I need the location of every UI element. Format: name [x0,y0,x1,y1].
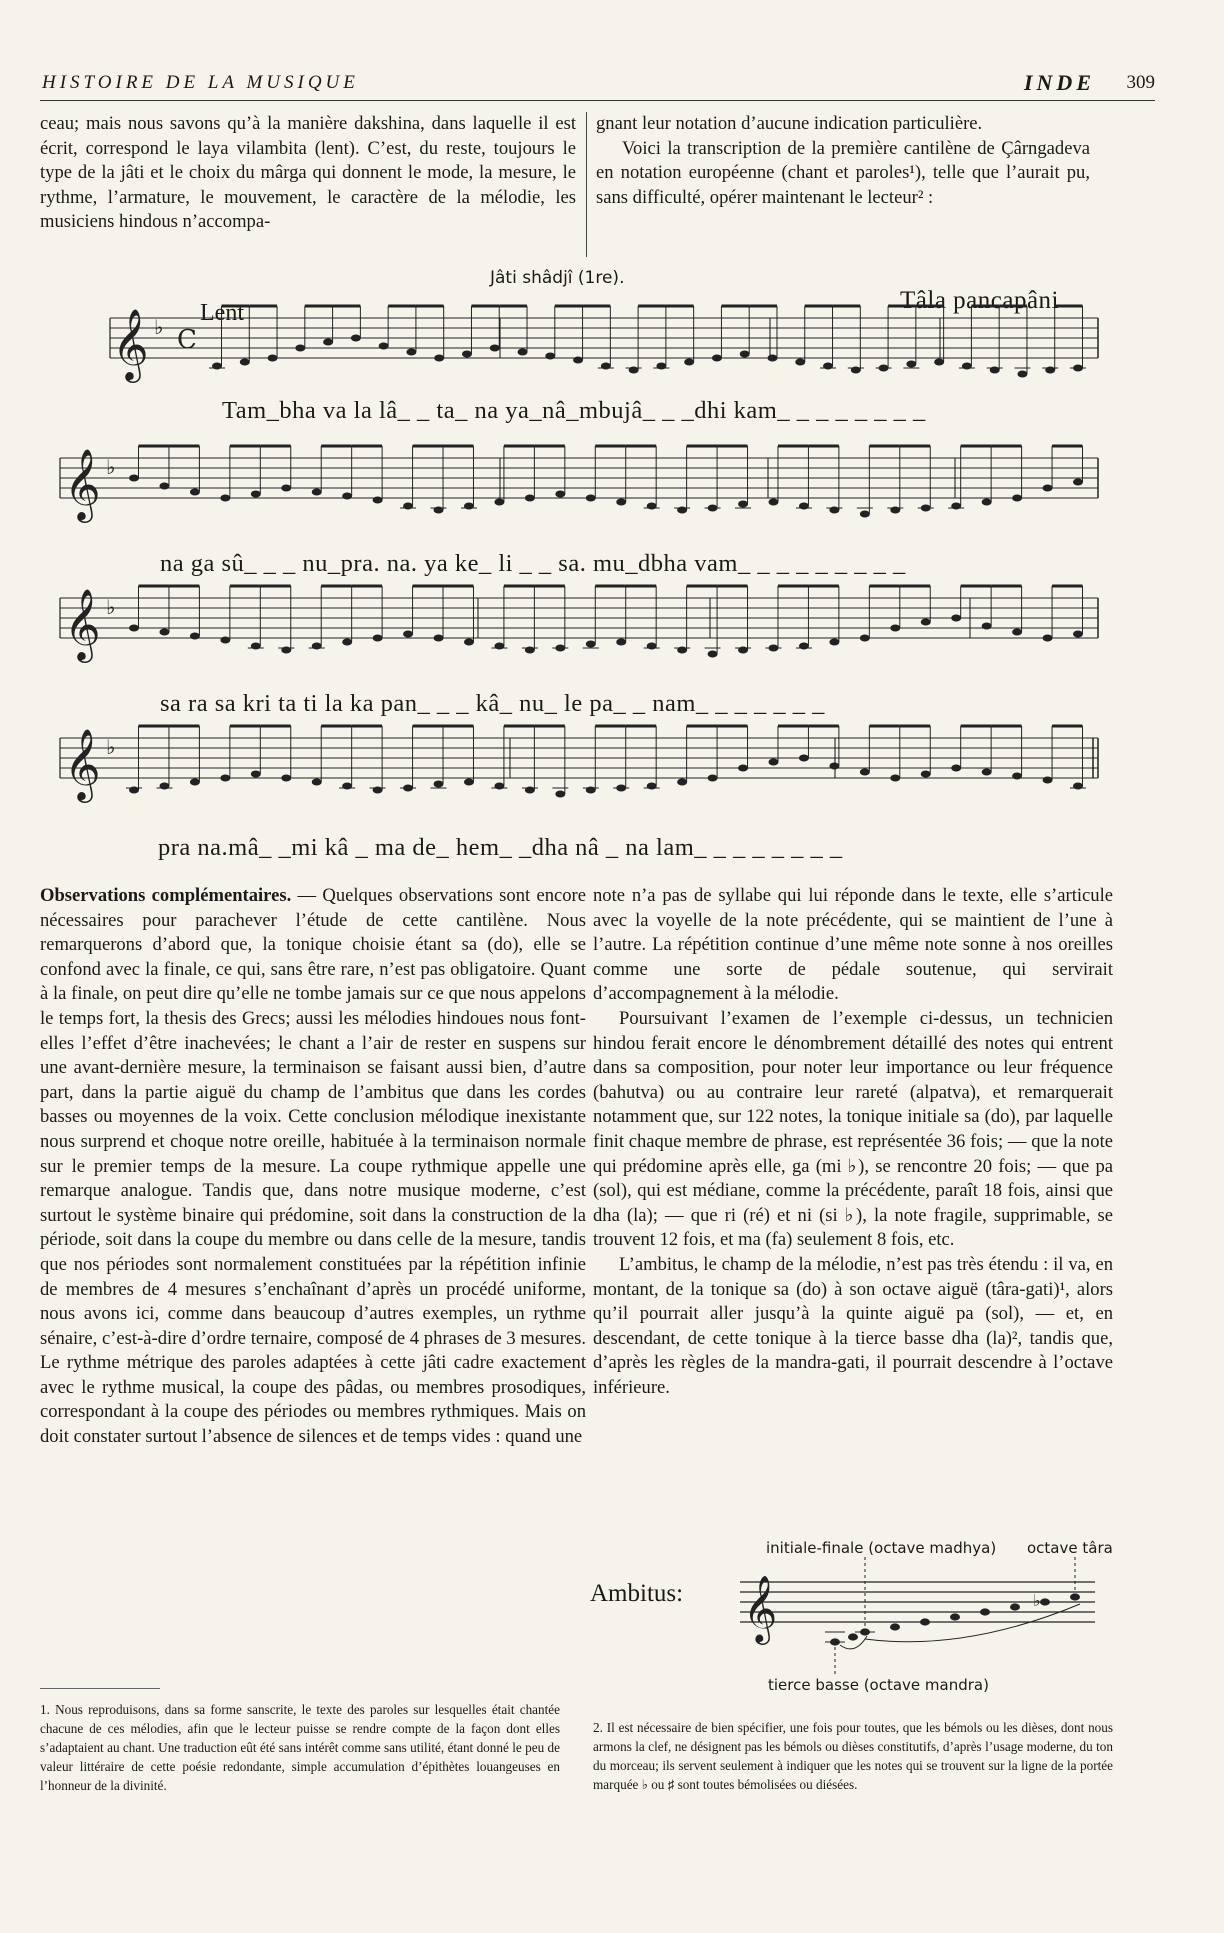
ambitus-madhya-label: initiale-finale (octave madhya) [766,1539,997,1557]
lyric-line-1: Tam_bha va la lâ_ _ ta_ na ya_nâ_mbujâ_ _ _dhi kam_ _ _ _ _ _ _ _ [222,397,926,424]
score-staves [0,0,1224,860]
footnote-2: 2. Il est nécessaire de bien spécifier, une fois pour toutes, que les bémols ou les dièses, dont nous armons la clef, ne désignent pas les bémols ou dièses constitutifs, d’après l’usage moderne, du ton du morceau; ils servent seulement à indiquer que les notes qui se trouvent sur la ligne de la portée marquée ♭ ou ♯ sont toutes bémolisées ou diésées. [593,1720,1113,1792]
svg-text:♭: ♭ [106,735,116,759]
ambitus-tara-label: octave târa [1027,1539,1113,1557]
ambitus-label: Ambitus: [590,1580,684,1607]
svg-text:♭: ♭ [106,455,116,479]
svg-text:𝄞: 𝄞 [743,1574,778,1642]
svg-text:𝄞: 𝄞 [64,447,101,520]
right-column [593,884,1113,1400]
score-title: Jâti shâdjî (1re). [490,268,625,288]
lyric-line-3: sa ra sa kri ta ti la ka pan_ _ _ kâ_ nu_ le pa_ _ nam_ _ _ _ _ _ _ [160,690,825,717]
svg-text:♭: ♭ [106,595,116,619]
observations-paragraph [40,884,586,1450]
ambitus-mandra-label: tierce basse (octave mandra) [768,1676,989,1694]
svg-text:♭: ♭ [1033,1591,1041,1610]
page-number: 309 [1126,72,1155,93]
footnote-rule [40,1688,160,1689]
svg-text:𝄞: 𝄞 [64,727,101,800]
left-column [40,884,586,1450]
ambitus-staff [735,1552,1155,1682]
svg-text:♭: ♭ [154,315,164,339]
footnote-1: 1. Nous reproduisons, dans sa forme sanscrite, le texte des paroles sur lesquelles était chantée chacune de ces mélodies, afin que le lecteur puisse se rendre compte de la façon dont elles s’adaptaient au chant. Une traduction eût été sans intérêt comme sans utilité, étant donné le peu de valeur littéraire de cette poésie redondante, simple accumulation d’épithètes louangeuses en l’honneur de la divinité. [40,1702,560,1793]
tala-marking: Tâla pancapâni [900,287,1059,314]
svg-text:𝄞: 𝄞 [64,587,101,660]
header-title: HISTOIRE DE LA MUSIQUE [42,72,359,93]
right-p1: note n’a pas de syllabe qui lui réponde dans le texte, elle s’articule avec la voyelle de la note précédente, qui se maintient de l’une à l’autre. La répétition continue d’une même note sonne à nos oreilles comme une sorte de pédale soutenue, qui servirait d’accompagnement à la mélodie. [593,885,1113,1005]
right-p3: L’ambitus, le champ de la mélodie, n’est pas très étendu : il va, en montant, de la tonique sa (do) à son octave aiguë (târa-gati)¹, alors qu’il pourrait aller jusqu’à la quinte aiguë pa (sol), — et, en descendant, de cette tonique à la tierce basse dha (la)², tandis que, d’après les règles de la mandra-gati, il pourrait descendre à l’octave inférieure. [593,1253,1113,1398]
svg-text:𝄞: 𝄞 [112,307,149,380]
top-right-p2: Voici la transcription de la première cantilène de Çârngadeva en notation européenne (chant et paroles¹), telle que l’aurait pu, sans difficulté, opérer maintenant le lecteur² : [596,137,1090,208]
lyric-line-2: na ga sû_ _ _ nu_pra. na. ya ke_ li _ _ sa. mu_dbha vam_ _ _ _ _ _ _ _ _ [160,550,906,577]
right-p2: Poursuivant l’examen de l’exemple ci-dessus, un technicien hindou ferait encore le dénombrement détaillé des notes qui entrent dans sa composition, pour noter leur importance ou leur fréquence (bahutva) ou au contraire leur rareté (alpatva), et remarquerait notamment que, sur 122 notes, la tonique initiale sa (do), par laquelle finit chaque membre de phrase, est représentée 36 fois; — que la note qui prédomine après elle, ga (mi ♭), se rencontre 20 fois; — que pa (sol), qui est médiane, comme la précédente, paraît 18 fois, ainsi que dha (la); — que ri (ré) et ni (si ♭), la note fragile, supprimable, se trouvent 12 fois, et ma (fa) seulement 8 fois, etc. [593,1007,1113,1251]
tempo-marking: Lent [200,300,244,326]
header-section: INDE [1023,70,1095,95]
observations-body: — Quelques observations sont encore nécessaires pour parachever l’étude de cette cantilène. Nous remarquerons d’abord que, la tonique choisie étant sa (do), elle se confond avec la finale, ce qui, sans être rare, n’est pas obligatoire. Quant à la finale, on peut dire qu’elle ne tombe jamais sur ce que nous appelons le temps fort, la thesis des Grecs; aussi les mélodies hindoues nous font-elles l’effet d’être inachevées; le chant a l’air de rester en suspens sur une avant-dernière mesure, la terminaison se faisant aussi bien, d’autre part, dans la partie aiguë du champ de l’ambitus que dans les cordes basses ou moyennes de la voix. Cette conclusion mélodique inexistante nous surprend et choque notre oreille, habituée à la terminaison normale sur le premier temps de la mesure. La coupe rythmique appelle une remarque analogue. Tandis que, dans notre musique moderne, c’est surtout le système binaire qui prédomine, soit dans la construction de la période, soit dans la coupe du membre ou dans celle de la mesure, tandis que nos périodes sont normalement constituées par la répétition infinie de membres de 4 mesures s’enchaînant d’après un procédé uniforme, nous avons ici, comme dans beaucoup d’autres exemples, un rythme sénaire, c’est-à-dire d’ordre ternaire, composé de 4 phrases de 3 mesures. Le rythme métrique des paroles adaptées à cette jâti cadre exactement avec le rythme musical, la coupe des pâdas, ou membres prosodiques, correspondant à la coupe des périodes ou membres rythmiques. Mais on doit constater surtout l’absence de silences et de temps vides : quand une [40,885,587,1448]
top-left-text: ceau; mais nous savons qu’à la manière dakshina, dans laquelle il est écrit, correspond le laya vilambita (lent). C’est, du reste, toujours le type de la jâti et le choix du mârga qui donnent le mode, la mesure, le rythme, l’armature, le mouvement, le caractère de la mélodie, les musiciens hindous n’accompa- [40,113,576,233]
top-right-p1: gnant leur notation d’aucune indication particulière. [596,113,983,134]
section-heading: Observations complémentaires. [40,885,292,906]
svg-text:C: C [177,325,197,355]
lyric-line-4: pra na.mâ_ _mi kâ _ ma de_ hem_ _dha nâ _ na lam_ _ _ _ _ _ _ _ [158,834,843,861]
